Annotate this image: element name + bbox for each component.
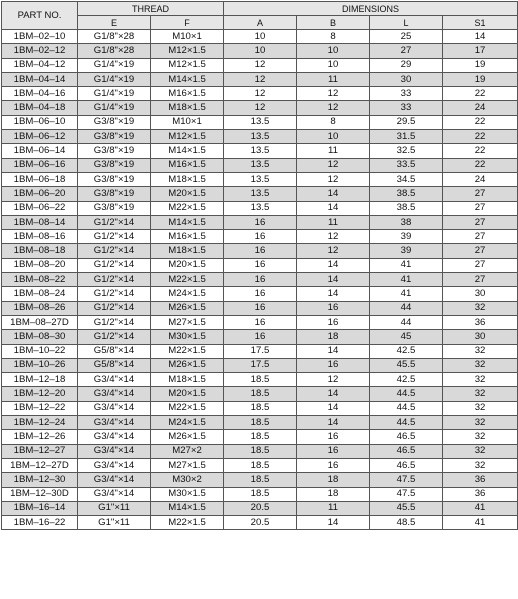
cell-dim-a: 13.5 <box>224 130 297 144</box>
cell-thread-f: M24×1.5 <box>151 416 224 430</box>
table-row <box>2 44 518 58</box>
cell-thread-f: M12×1.5 <box>151 130 224 144</box>
header-s1: S1 <box>443 16 518 30</box>
cell-thread-e: G5/8"×14 <box>78 358 151 372</box>
cell-dim-l: 48.5 <box>370 516 443 530</box>
cell-thread-e: G3/4"×14 <box>78 444 151 458</box>
cell-dim-l: 41 <box>370 258 443 272</box>
cell-thread-e: G3/4"×14 <box>78 473 151 487</box>
cell-dim-a: 12 <box>224 58 297 72</box>
cell-thread-e: G1/4"×19 <box>78 72 151 86</box>
cell-dim-b: 8 <box>297 115 370 129</box>
cell-thread-e: G3/4"×14 <box>78 416 151 430</box>
cell-dim-a: 13.5 <box>224 144 297 158</box>
cell-dim-b: 10 <box>297 130 370 144</box>
cell-thread-e: G1/2"×14 <box>78 244 151 258</box>
cell-dim-a: 20.5 <box>224 516 297 530</box>
cell-dim-a: 16 <box>224 287 297 301</box>
cell-dim-b: 14 <box>297 287 370 301</box>
cell-dim-b: 12 <box>297 87 370 101</box>
cell-dim-s1: 19 <box>443 58 518 72</box>
cell-dim-l: 44.5 <box>370 416 443 430</box>
cell-part-no: 1BM–10–26 <box>2 358 78 372</box>
header-l: L <box>370 16 443 30</box>
cell-thread-e: G3/4"×14 <box>78 387 151 401</box>
cell-thread-f: M30×1.5 <box>151 487 224 501</box>
cell-dim-l: 38.5 <box>370 201 443 215</box>
cell-thread-e: G1/2"×14 <box>78 273 151 287</box>
cell-thread-f: M22×1.5 <box>151 516 224 530</box>
cell-thread-e: G3/8"×19 <box>78 187 151 201</box>
cell-part-no: 1BM–02–10 <box>2 30 78 44</box>
cell-dim-b: 11 <box>297 501 370 515</box>
cell-thread-e: G1/2"×14 <box>78 330 151 344</box>
cell-dim-l: 29.5 <box>370 115 443 129</box>
cell-thread-e: G1/8"×28 <box>78 30 151 44</box>
cell-dim-b: 14 <box>297 344 370 358</box>
table-row <box>2 215 518 229</box>
cell-thread-e: G1/2"×14 <box>78 258 151 272</box>
cell-dim-a: 16 <box>224 330 297 344</box>
cell-thread-f: M30×1.5 <box>151 330 224 344</box>
cell-dim-b: 16 <box>297 430 370 444</box>
cell-dim-b: 16 <box>297 315 370 329</box>
cell-dim-l: 30 <box>370 72 443 86</box>
table-row <box>2 373 518 387</box>
cell-dim-a: 18.5 <box>224 430 297 444</box>
cell-thread-f: M26×1.5 <box>151 430 224 444</box>
cell-dim-l: 39 <box>370 244 443 258</box>
cell-dim-b: 8 <box>297 30 370 44</box>
cell-thread-f: M22×1.5 <box>151 201 224 215</box>
cell-dim-s1: 32 <box>443 430 518 444</box>
cell-part-no: 1BM–12–26 <box>2 430 78 444</box>
table-row <box>2 401 518 415</box>
cell-part-no: 1BM–12–30D <box>2 487 78 501</box>
header-thread: THREAD <box>78 2 224 16</box>
cell-dim-a: 18.5 <box>224 401 297 415</box>
cell-dim-a: 18.5 <box>224 444 297 458</box>
cell-dim-s1: 22 <box>443 87 518 101</box>
cell-dim-s1: 24 <box>443 101 518 115</box>
cell-dim-s1: 19 <box>443 72 518 86</box>
cell-thread-e: G3/4"×14 <box>78 458 151 472</box>
table-row <box>2 430 518 444</box>
table-row <box>2 458 518 472</box>
cell-dim-a: 20.5 <box>224 501 297 515</box>
cell-thread-e: G3/8"×19 <box>78 201 151 215</box>
cell-dim-l: 33 <box>370 101 443 115</box>
cell-dim-l: 46.5 <box>370 458 443 472</box>
table-row <box>2 516 518 530</box>
cell-thread-e: G1/2"×14 <box>78 230 151 244</box>
cell-dim-l: 34.5 <box>370 172 443 186</box>
table-row <box>2 344 518 358</box>
cell-part-no: 1BM–12–27 <box>2 444 78 458</box>
cell-part-no: 1BM–12–18 <box>2 373 78 387</box>
table-row <box>2 330 518 344</box>
table-body <box>2 30 518 530</box>
cell-part-no: 1BM–08–16 <box>2 230 78 244</box>
table-row <box>2 58 518 72</box>
cell-dim-a: 17.5 <box>224 358 297 372</box>
cell-dim-l: 32.5 <box>370 144 443 158</box>
table-row <box>2 244 518 258</box>
cell-part-no: 1BM–08–27D <box>2 315 78 329</box>
cell-dim-b: 14 <box>297 387 370 401</box>
cell-dim-l: 46.5 <box>370 430 443 444</box>
cell-dim-s1: 30 <box>443 287 518 301</box>
cell-thread-f: M16×1.5 <box>151 87 224 101</box>
cell-dim-a: 12 <box>224 72 297 86</box>
cell-dim-b: 14 <box>297 201 370 215</box>
cell-dim-l: 42.5 <box>370 344 443 358</box>
cell-part-no: 1BM–08–26 <box>2 301 78 315</box>
cell-dim-a: 17.5 <box>224 344 297 358</box>
cell-thread-e: G1/2"×14 <box>78 215 151 229</box>
header-a: A <box>224 16 297 30</box>
cell-dim-l: 46.5 <box>370 444 443 458</box>
cell-dim-l: 44.5 <box>370 387 443 401</box>
table-row <box>2 315 518 329</box>
cell-dim-a: 13.5 <box>224 201 297 215</box>
cell-thread-f: M16×1.5 <box>151 158 224 172</box>
cell-dim-s1: 32 <box>443 416 518 430</box>
cell-dim-s1: 32 <box>443 301 518 315</box>
table-header <box>2 2 518 30</box>
cell-dim-a: 16 <box>224 258 297 272</box>
table-row <box>2 387 518 401</box>
cell-dim-b: 10 <box>297 44 370 58</box>
table-row <box>2 30 518 44</box>
cell-part-no: 1BM–02–12 <box>2 44 78 58</box>
cell-dim-l: 38 <box>370 215 443 229</box>
cell-dim-b: 14 <box>297 273 370 287</box>
cell-dim-a: 10 <box>224 30 297 44</box>
cell-dim-l: 29 <box>370 58 443 72</box>
cell-thread-e: G1/4"×19 <box>78 101 151 115</box>
cell-part-no: 1BM–08–14 <box>2 215 78 229</box>
cell-dim-b: 16 <box>297 444 370 458</box>
cell-thread-f: M22×1.5 <box>151 401 224 415</box>
header-e: E <box>78 16 151 30</box>
cell-dim-b: 16 <box>297 301 370 315</box>
cell-part-no: 1BM–12–27D <box>2 458 78 472</box>
cell-thread-f: M27×1.5 <box>151 458 224 472</box>
cell-thread-f: M20×1.5 <box>151 187 224 201</box>
cell-part-no: 1BM–08–24 <box>2 287 78 301</box>
cell-dim-l: 27 <box>370 44 443 58</box>
cell-thread-f: M18×1.5 <box>151 172 224 186</box>
cell-dim-s1: 27 <box>443 258 518 272</box>
cell-dim-b: 11 <box>297 72 370 86</box>
cell-dim-l: 39 <box>370 230 443 244</box>
cell-dim-s1: 24 <box>443 172 518 186</box>
cell-part-no: 1BM–08–18 <box>2 244 78 258</box>
cell-dim-a: 18.5 <box>224 487 297 501</box>
cell-dim-l: 44 <box>370 315 443 329</box>
cell-thread-e: G1"×11 <box>78 501 151 515</box>
cell-thread-f: M27×2 <box>151 444 224 458</box>
cell-thread-f: M24×1.5 <box>151 287 224 301</box>
cell-thread-e: G5/8"×14 <box>78 344 151 358</box>
cell-part-no: 1BM–06–20 <box>2 187 78 201</box>
cell-dim-a: 12 <box>224 101 297 115</box>
cell-thread-f: M30×2 <box>151 473 224 487</box>
header-dimensions: DIMENSIONS <box>224 2 518 16</box>
cell-dim-l: 45.5 <box>370 358 443 372</box>
cell-thread-f: M20×1.5 <box>151 387 224 401</box>
cell-thread-e: G3/4"×14 <box>78 401 151 415</box>
cell-dim-s1: 32 <box>443 344 518 358</box>
cell-dim-b: 12 <box>297 373 370 387</box>
cell-thread-e: G3/4"×14 <box>78 430 151 444</box>
cell-thread-e: G1/8"×28 <box>78 44 151 58</box>
cell-part-no: 1BM–04–14 <box>2 72 78 86</box>
cell-dim-b: 10 <box>297 58 370 72</box>
cell-dim-b: 11 <box>297 215 370 229</box>
table-row <box>2 473 518 487</box>
cell-part-no: 1BM–06–22 <box>2 201 78 215</box>
cell-dim-b: 12 <box>297 230 370 244</box>
cell-dim-l: 47.5 <box>370 473 443 487</box>
cell-part-no: 1BM–06–12 <box>2 130 78 144</box>
cell-dim-s1: 17 <box>443 44 518 58</box>
cell-dim-b: 14 <box>297 516 370 530</box>
table-row <box>2 144 518 158</box>
cell-dim-b: 12 <box>297 244 370 258</box>
header-part-no: PART NO. <box>2 2 78 30</box>
cell-dim-a: 16 <box>224 301 297 315</box>
table-row <box>2 444 518 458</box>
header-b: B <box>297 16 370 30</box>
cell-dim-b: 14 <box>297 258 370 272</box>
cell-dim-a: 18.5 <box>224 416 297 430</box>
table-row <box>2 487 518 501</box>
cell-dim-s1: 14 <box>443 30 518 44</box>
cell-dim-s1: 22 <box>443 144 518 158</box>
cell-thread-e: G1/2"×14 <box>78 287 151 301</box>
cell-part-no: 1BM–06–18 <box>2 172 78 186</box>
cell-thread-f: M14×1.5 <box>151 215 224 229</box>
cell-dim-a: 16 <box>224 230 297 244</box>
cell-part-no: 1BM–16–14 <box>2 501 78 515</box>
cell-dim-l: 47.5 <box>370 487 443 501</box>
cell-dim-l: 25 <box>370 30 443 44</box>
cell-dim-l: 41 <box>370 273 443 287</box>
cell-dim-s1: 41 <box>443 501 518 515</box>
cell-dim-s1: 32 <box>443 358 518 372</box>
cell-part-no: 1BM–12–22 <box>2 401 78 415</box>
table-row <box>2 287 518 301</box>
table-row <box>2 87 518 101</box>
cell-dim-s1: 41 <box>443 516 518 530</box>
cell-thread-f: M22×1.5 <box>151 344 224 358</box>
table-row <box>2 273 518 287</box>
cell-thread-e: G3/8"×19 <box>78 172 151 186</box>
cell-dim-s1: 32 <box>443 444 518 458</box>
cell-part-no: 1BM–06–14 <box>2 144 78 158</box>
cell-part-no: 1BM–12–24 <box>2 416 78 430</box>
cell-dim-a: 13.5 <box>224 172 297 186</box>
cell-dim-l: 41 <box>370 287 443 301</box>
table-row <box>2 201 518 215</box>
cell-thread-e: G1/4"×19 <box>78 58 151 72</box>
cell-dim-a: 12 <box>224 87 297 101</box>
table-row <box>2 72 518 86</box>
cell-dim-b: 14 <box>297 401 370 415</box>
cell-thread-e: G3/8"×19 <box>78 158 151 172</box>
cell-part-no: 1BM–04–16 <box>2 87 78 101</box>
cell-dim-s1: 36 <box>443 473 518 487</box>
cell-thread-f: M10×1 <box>151 30 224 44</box>
spec-table-container <box>1 1 518 530</box>
cell-dim-a: 13.5 <box>224 187 297 201</box>
table-row <box>2 301 518 315</box>
cell-dim-s1: 32 <box>443 458 518 472</box>
cell-dim-a: 16 <box>224 215 297 229</box>
table-row <box>2 230 518 244</box>
cell-thread-f: M18×1.5 <box>151 373 224 387</box>
cell-dim-s1: 36 <box>443 487 518 501</box>
cell-dim-s1: 27 <box>443 201 518 215</box>
cell-dim-l: 33.5 <box>370 158 443 172</box>
cell-part-no: 1BM–16–22 <box>2 516 78 530</box>
cell-part-no: 1BM–10–22 <box>2 344 78 358</box>
cell-thread-f: M16×1.5 <box>151 230 224 244</box>
cell-dim-a: 16 <box>224 315 297 329</box>
cell-dim-s1: 32 <box>443 373 518 387</box>
cell-dim-a: 18.5 <box>224 373 297 387</box>
cell-dim-s1: 30 <box>443 330 518 344</box>
table-row <box>2 187 518 201</box>
cell-thread-f: M12×1.5 <box>151 44 224 58</box>
cell-thread-e: G1/4"×19 <box>78 87 151 101</box>
cell-dim-b: 14 <box>297 187 370 201</box>
table-row <box>2 358 518 372</box>
cell-dim-b: 18 <box>297 487 370 501</box>
cell-dim-l: 45 <box>370 330 443 344</box>
cell-thread-e: G1"×11 <box>78 516 151 530</box>
table-row <box>2 130 518 144</box>
cell-dim-l: 38.5 <box>370 187 443 201</box>
cell-dim-l: 31.5 <box>370 130 443 144</box>
cell-dim-l: 33 <box>370 87 443 101</box>
cell-thread-f: M18×1.5 <box>151 101 224 115</box>
cell-dim-s1: 32 <box>443 387 518 401</box>
cell-part-no: 1BM–08–22 <box>2 273 78 287</box>
cell-thread-f: M27×1.5 <box>151 315 224 329</box>
cell-part-no: 1BM–04–18 <box>2 101 78 115</box>
cell-thread-e: G3/8"×19 <box>78 144 151 158</box>
cell-dim-b: 12 <box>297 101 370 115</box>
cell-thread-e: G3/4"×14 <box>78 373 151 387</box>
table-row <box>2 416 518 430</box>
cell-thread-f: M22×1.5 <box>151 273 224 287</box>
cell-dim-a: 13.5 <box>224 115 297 129</box>
cell-part-no: 1BM–12–30 <box>2 473 78 487</box>
cell-dim-l: 42.5 <box>370 373 443 387</box>
cell-thread-f: M18×1.5 <box>151 244 224 258</box>
cell-thread-f: M12×1.5 <box>151 58 224 72</box>
cell-dim-s1: 27 <box>443 215 518 229</box>
header-f: F <box>151 16 224 30</box>
cell-thread-f: M26×1.5 <box>151 301 224 315</box>
cell-dim-a: 18.5 <box>224 387 297 401</box>
cell-dim-b: 16 <box>297 358 370 372</box>
cell-dim-l: 44.5 <box>370 401 443 415</box>
cell-part-no: 1BM–04–12 <box>2 58 78 72</box>
cell-thread-f: M26×1.5 <box>151 358 224 372</box>
cell-dim-b: 18 <box>297 330 370 344</box>
cell-dim-a: 16 <box>224 273 297 287</box>
cell-dim-a: 10 <box>224 44 297 58</box>
cell-thread-f: M14×1.5 <box>151 501 224 515</box>
table-row <box>2 172 518 186</box>
cell-thread-f: M14×1.5 <box>151 72 224 86</box>
cell-dim-s1: 27 <box>443 273 518 287</box>
cell-thread-e: G1/2"×14 <box>78 315 151 329</box>
cell-thread-e: G3/8"×19 <box>78 130 151 144</box>
cell-thread-f: M10×1 <box>151 115 224 129</box>
cell-dim-s1: 27 <box>443 187 518 201</box>
table-row <box>2 158 518 172</box>
cell-thread-f: M20×1.5 <box>151 258 224 272</box>
cell-dim-s1: 22 <box>443 115 518 129</box>
cell-dim-b: 12 <box>297 172 370 186</box>
fitting-spec-table <box>1 1 518 530</box>
cell-dim-a: 18.5 <box>224 458 297 472</box>
cell-part-no: 1BM–06–16 <box>2 158 78 172</box>
cell-thread-e: G3/4"×14 <box>78 487 151 501</box>
table-row <box>2 501 518 515</box>
table-row <box>2 115 518 129</box>
cell-part-no: 1BM–06–10 <box>2 115 78 129</box>
cell-part-no: 1BM–08–20 <box>2 258 78 272</box>
cell-dim-l: 45.5 <box>370 501 443 515</box>
cell-thread-e: G3/8"×19 <box>78 115 151 129</box>
cell-dim-s1: 27 <box>443 230 518 244</box>
cell-dim-b: 14 <box>297 416 370 430</box>
cell-part-no: 1BM–12–20 <box>2 387 78 401</box>
cell-thread-f: M14×1.5 <box>151 144 224 158</box>
cell-dim-b: 12 <box>297 158 370 172</box>
cell-dim-s1: 36 <box>443 315 518 329</box>
cell-dim-s1: 22 <box>443 130 518 144</box>
cell-dim-l: 44 <box>370 301 443 315</box>
cell-dim-s1: 32 <box>443 401 518 415</box>
table-row <box>2 101 518 115</box>
cell-part-no: 1BM–08–30 <box>2 330 78 344</box>
cell-dim-s1: 22 <box>443 158 518 172</box>
cell-dim-b: 11 <box>297 144 370 158</box>
cell-dim-a: 18.5 <box>224 473 297 487</box>
cell-thread-e: G1/2"×14 <box>78 301 151 315</box>
table-row <box>2 258 518 272</box>
cell-dim-b: 16 <box>297 458 370 472</box>
cell-dim-s1: 27 <box>443 244 518 258</box>
cell-dim-b: 18 <box>297 473 370 487</box>
cell-dim-a: 16 <box>224 244 297 258</box>
cell-dim-a: 13.5 <box>224 158 297 172</box>
